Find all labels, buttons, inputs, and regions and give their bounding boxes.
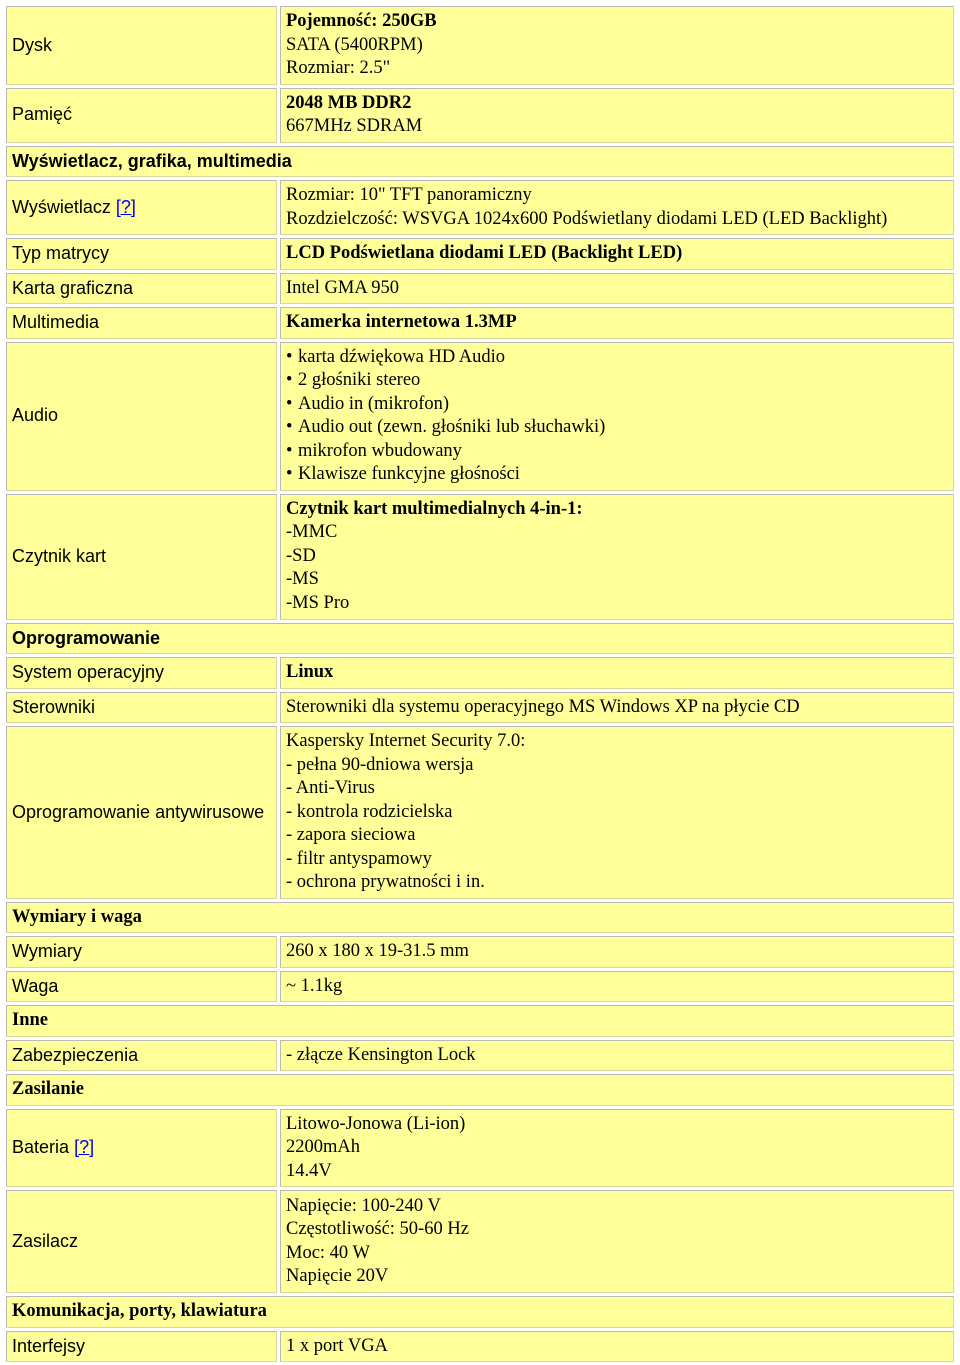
spec-value (280, 1040, 954, 1072)
value-line: -MS Pro (286, 592, 350, 613)
spec-label: Zasilacz (6, 1190, 277, 1293)
table-row (6, 88, 954, 143)
table-row (6, 902, 954, 934)
value-line: 1 x port VGA (286, 1335, 388, 1356)
value-line: -MS (286, 569, 319, 590)
spec-label-text: Wyświetlacz (12, 196, 111, 217)
section-heading: Wyświetlacz, grafika, multimedia (6, 146, 954, 178)
table-row (6, 623, 954, 655)
section-heading: Komunikacja, porty, klawiatura (6, 1296, 954, 1328)
table-row (6, 146, 954, 178)
table-row (6, 307, 954, 339)
spec-label: Pamięć (6, 88, 277, 143)
value-line: - kontrola rodzicielska (286, 801, 453, 822)
value-line: Pojemność: 250GB (286, 11, 437, 31)
spec-label-text: Bateria (12, 1137, 70, 1157)
value-line: Napięcie: 100-240 V (286, 1195, 441, 1216)
value-line: -MMC (286, 522, 338, 543)
list-item: • Audio in (mikrofon) (286, 393, 948, 417)
value-line: ~ 1.1kg (286, 975, 343, 996)
spec-label: Audio (6, 342, 277, 491)
section-heading: Oprogramowanie (6, 623, 954, 655)
value-line: 667MHz SDRAM (286, 116, 423, 136)
spec-label (6, 180, 277, 235)
value-line: LCD Podświetlana diodami LED (Backlight LED) (286, 243, 683, 263)
spec-value (280, 936, 954, 968)
value-line: 260 x 180 x 19-31.5 mm (286, 941, 469, 961)
value-line: Rozmiar: 10" TFT panoramiczny (286, 185, 532, 205)
spec-value (280, 238, 954, 270)
section-heading: Zasilanie (6, 1074, 954, 1106)
table-row (6, 1109, 954, 1188)
spec-label: System operacyjny (6, 657, 277, 689)
spec-value (280, 657, 954, 689)
list-item: • 2 głośniki stereo (286, 369, 948, 393)
table-row (6, 1190, 954, 1293)
spec-label (6, 1109, 277, 1188)
section-heading: Wymiary i waga (6, 902, 954, 934)
table-row (6, 936, 954, 968)
section-heading: Inne (6, 1005, 954, 1037)
value-line: Linux (286, 662, 334, 682)
info-link[interactable]: [?] (74, 1137, 95, 1157)
table-row (6, 971, 954, 1003)
table-row (6, 6, 954, 85)
table-row (6, 180, 954, 235)
table-row (6, 657, 954, 689)
spec-value (280, 88, 954, 143)
table-row (6, 273, 954, 305)
value-line: - zapora sieciowa (286, 825, 416, 845)
list-item: • mikrofon wbudowany (286, 440, 948, 464)
value-line: Rozmiar: 2.5" (286, 58, 391, 78)
spec-label: Wymiary (6, 936, 277, 968)
value-line: Sterowniki dla systemu operacyjnego MS Windows XP na płycie CD (286, 696, 800, 717)
table-row (6, 692, 954, 724)
spec-label: Typ matrycy (6, 238, 277, 270)
spec-value (280, 1331, 954, 1363)
table-row (6, 1331, 954, 1363)
spec-label: Dysk (6, 6, 277, 85)
list-item: • karta dźwiękowa HD Audio (286, 346, 948, 370)
spec-label: Karta graficzna (6, 273, 277, 305)
value-line: - pełna 90-dniowa wersja (286, 754, 474, 775)
spec-label: Zabezpieczenia (6, 1040, 277, 1072)
value-line: 14.4V (286, 1160, 332, 1181)
table-row (6, 494, 954, 620)
table-row (6, 726, 954, 899)
spec-value (280, 273, 954, 305)
spec-value (280, 342, 954, 491)
spec-label: Sterowniki (6, 692, 277, 724)
value-line: 2200mAh (286, 1137, 360, 1157)
value-line: SATA (5400RPM) (286, 34, 423, 55)
value-line: Intel GMA 950 (286, 277, 400, 298)
list-item: • Klawisze funkcyjne głośności (286, 463, 948, 487)
value-line: Kamerka internetowa 1.3MP (286, 312, 517, 332)
spec-value (280, 494, 954, 620)
value-line: Napięcie 20V (286, 1266, 389, 1286)
table-row (6, 238, 954, 270)
table-row (6, 1040, 954, 1072)
spec-value (280, 307, 954, 339)
spec-value (280, 6, 954, 85)
spec-value (280, 726, 954, 899)
spec-label: Multimedia (6, 307, 277, 339)
value-line: Czytnik kart multimedialnych 4-in-1: (286, 498, 583, 519)
spec-label: Czytnik kart (6, 494, 277, 620)
spec-value (280, 180, 954, 235)
spec-table (3, 3, 957, 1365)
value-line: Moc: 40 W (286, 1242, 370, 1263)
spec-value (280, 1190, 954, 1293)
value-line: -SD (286, 545, 316, 566)
spec-label: Interfejsy (6, 1331, 277, 1363)
value-line: - Anti-Virus (286, 778, 375, 798)
audio-list (286, 346, 948, 487)
value-line: - złącze Kensington Lock (286, 1044, 476, 1065)
table-row (6, 1074, 954, 1106)
value-line: Częstotliwość: 50-60 Hz (286, 1219, 469, 1239)
info-link[interactable]: [?] (115, 196, 136, 217)
value-line: Rozdzielczość: WSVGA 1024x600 Podświetlany diodami LED (LED Backlight) (286, 208, 888, 229)
spec-value (280, 692, 954, 724)
table-row (6, 1005, 954, 1037)
table-row (6, 342, 954, 491)
spec-label: Oprogramowanie antywirusowe (6, 726, 277, 899)
list-item: • Audio out (zewn. głośniki lub słuchawki) (286, 416, 948, 440)
spec-value (280, 971, 954, 1003)
value-line: 2048 MB DDR2 (286, 92, 412, 113)
spec-label: Waga (6, 971, 277, 1003)
table-row (6, 1296, 954, 1328)
value-line: - filtr antyspamowy (286, 848, 432, 869)
value-line: - ochrona prywatności i in. (286, 872, 485, 892)
value-line: Litowo-Jonowa (Li-ion) (286, 1113, 466, 1134)
spec-value (280, 1109, 954, 1188)
value-line: Kaspersky Internet Security 7.0: (286, 731, 526, 751)
